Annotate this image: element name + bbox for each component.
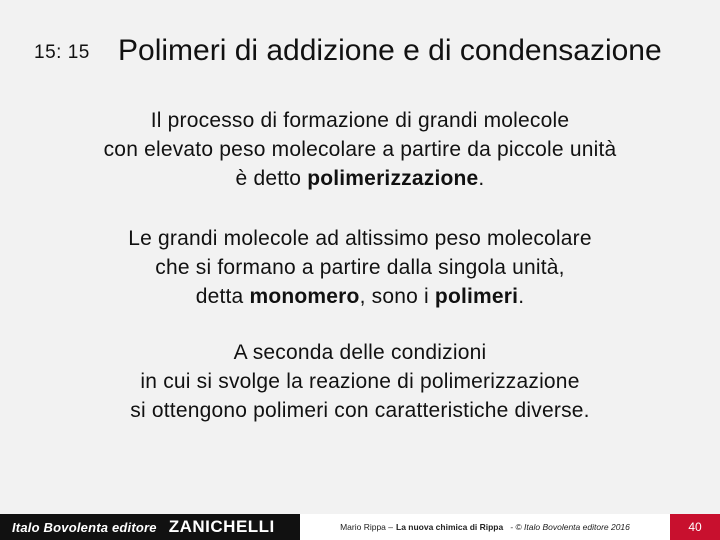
- paragraph-line: Il processo di formazione di grandi molecole: [150, 109, 570, 132]
- slide-footer: [0, 514, 720, 540]
- footer-copyright: - © Italo Bovolenta editore 2016: [510, 522, 630, 532]
- paragraph-line: con elevato peso molecolare a partire da piccole unità: [103, 138, 617, 161]
- term-polimerizzazione: polimerizzazione: [307, 167, 479, 190]
- slide-number-label: 15: 15: [34, 42, 90, 63]
- paragraph-conditions: [0, 338, 720, 425]
- punctuation: .: [518, 285, 525, 308]
- paragraph-line: è detto: [235, 167, 308, 190]
- page-number-badge: 40: [670, 514, 720, 540]
- paragraph-line: , sono i: [359, 285, 435, 308]
- slide-title: Polimeri di addizione e di condensazione: [118, 34, 662, 67]
- paragraph-line: che si formano a partire dalla singola unità,: [155, 256, 565, 279]
- term-monomero: monomero: [249, 285, 360, 308]
- term-polimeri: polimeri: [434, 285, 519, 308]
- footer-publisher-bar: [0, 514, 300, 540]
- paragraph-polymers: [0, 224, 720, 311]
- paragraph-line: A seconda delle condizioni: [233, 341, 487, 364]
- zanichelli-logo-text: ZANICHELLI: [168, 517, 275, 536]
- paragraph-line: detta: [195, 285, 250, 308]
- paragraph-line: in cui si svolge la reazione di polimerizzazione: [140, 370, 580, 393]
- footer-book-title: La nuova chimica di Rippa: [396, 522, 504, 532]
- punctuation: .: [478, 167, 485, 190]
- paragraph-definition: [0, 106, 720, 193]
- paragraph-line: Le grandi molecole ad altissimo peso molecolare: [128, 227, 592, 250]
- publisher-logo-text: Italo Bovolenta editore: [12, 519, 157, 535]
- paragraph-line: si ottengono polimeri con caratteristiche diverse.: [130, 399, 590, 422]
- footer-author: Mario Rippa –: [340, 522, 393, 532]
- footer-credits: [300, 514, 670, 540]
